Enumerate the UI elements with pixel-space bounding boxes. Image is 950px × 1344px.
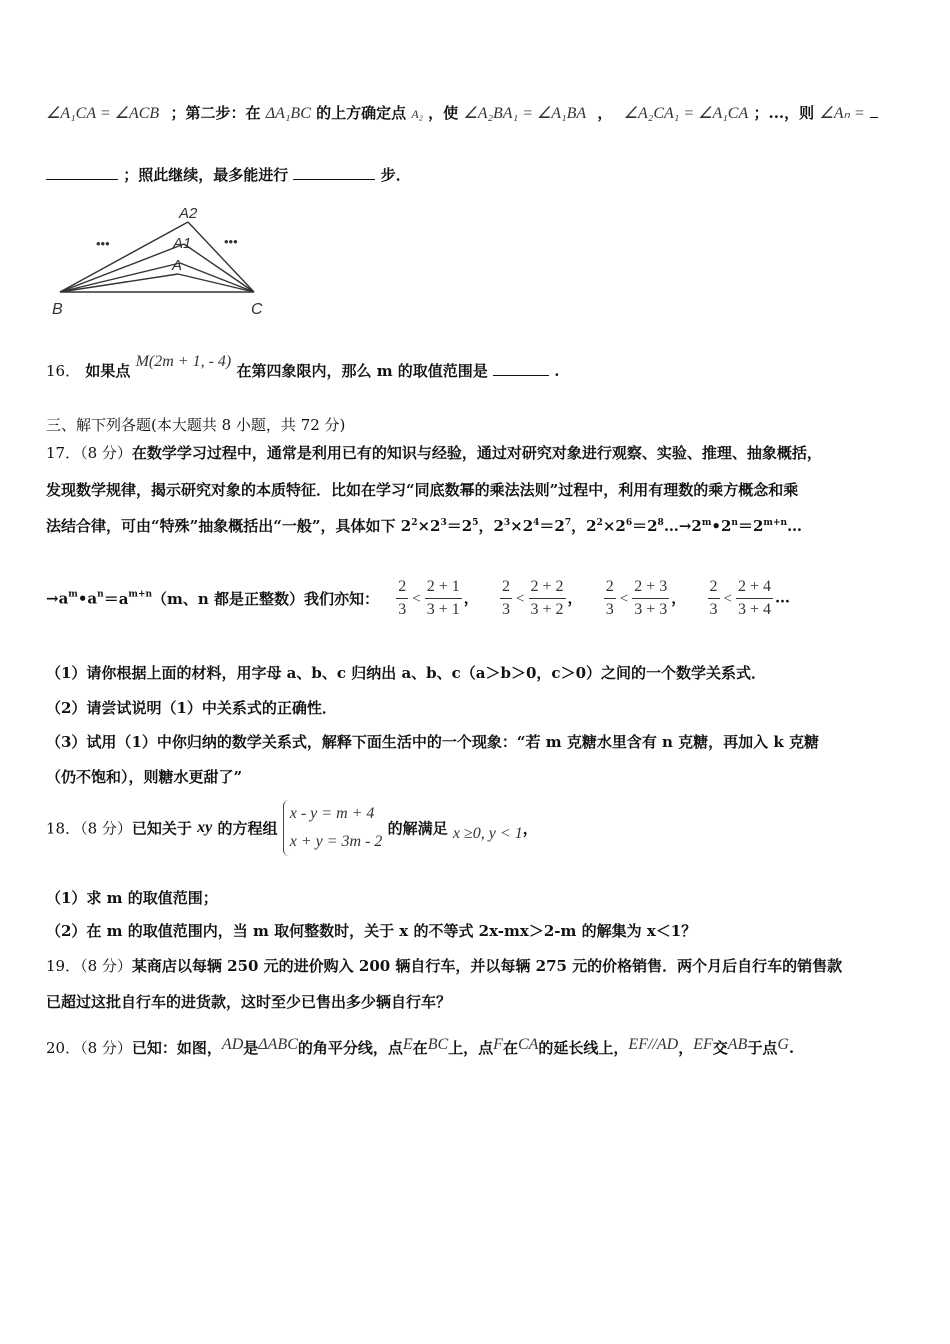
denominator: 3 + 3 [634,601,668,618]
denominator: 3 + 1 [426,601,460,618]
equation-system [283,800,383,856]
exponent: m [701,518,712,528]
denominator: 3 [398,601,407,618]
less-than: < [412,590,421,607]
separator: ， [567,588,583,607]
exponent: 6 [625,518,633,528]
text: 在第四象限内，那么 m 的取值范围是 [236,362,488,380]
text: （m、n 都是正整数）我们亦知： [152,590,380,608]
text: 交 [712,1039,728,1057]
text: 的延长线上， [538,1039,629,1057]
question-score: （8 分） [80,957,132,975]
q17-line2 [46,479,798,500]
q17-sub2: （2）请尝试说明（1）中关系式的正确性． [46,699,337,717]
text: ；第二步：在 [170,104,261,122]
point-expression: M(2m + 1, - 4) [135,353,232,370]
text: ×2 [417,517,441,535]
text: . [554,362,560,380]
point: G [777,1036,789,1053]
equation-1: x - y = m + 4 [289,805,375,822]
text: ×2 [510,517,534,535]
text: 在数学学习过程中，通常是利用已有的知识与经验，通过对研究对象进行观察、实验、推理、抽象概括， [131,444,822,462]
label-b: B [52,301,63,318]
answer-blank [870,103,878,118]
q19-line2: 已超过这批自行车的进货款，这时至少已售出多少辆自行车？ [46,993,452,1011]
less-than: < [723,590,732,607]
point-label: A₂ [411,107,423,121]
q15-line1 [46,102,878,123]
answer-blank [46,165,118,180]
variables: xy [197,819,213,836]
question-number: 17． [46,444,81,462]
triangle-figure [48,200,278,325]
text: … [786,517,802,535]
numerator: 2 + 1 [425,576,462,599]
label-a: A [172,257,183,274]
text: ＝2 [632,517,658,535]
exponent: m+n [128,589,153,600]
separator: ， [463,588,479,607]
text: ；照此继续，最多能进行 [123,166,289,184]
q17-line1 [46,442,822,463]
fraction [632,576,669,621]
question-score: （8 分） [80,444,132,462]
text: ＝a [103,590,129,608]
less-than: < [619,590,629,607]
q17-sub3-line2: （仍不饱和），则糖水更甜了” [46,768,243,786]
q15-line2 [46,164,411,185]
text: ＝2 [737,517,764,535]
text: 发现数学规律，揭示研究对象的本质特征．比如在学习“同底数幂的乘法法则”过程中，利用有理数的乘方概念和乘 [46,481,799,499]
segment: BC [427,1036,449,1053]
question-number: 18． [46,819,81,838]
exponent: n [97,589,104,600]
fraction [396,576,408,621]
denominator: 3 + 4 [738,601,772,618]
triangle: ΔABC [258,1036,298,1053]
text: 某商店以每辆 250 元的进价购入 200 辆自行车，并以每辆 275 元的价格销售．两个月后自行车的销售款 [131,957,843,975]
text: 已知：如图， [131,1039,222,1057]
segment: AB [727,1036,748,1053]
numerator: 2 + 4 [736,576,773,599]
q17-line3 [46,515,802,536]
separator: ， [671,588,687,607]
exponent: m [68,589,78,600]
question-number: 16． [46,362,81,380]
answer-blank [493,361,549,376]
point: F [493,1036,503,1053]
triangle-expression: ΔA₁BC [265,105,311,122]
text: …→2 [663,517,702,535]
dots-right: ••• [224,234,238,249]
text: ， [522,819,538,838]
text: ，使 [428,104,459,122]
exponent: 5 [472,518,479,528]
text: →a [46,589,69,608]
exponent: 7 [564,518,572,528]
label-a2: A2 [179,205,198,222]
text: 在 [502,1039,518,1057]
text: 在 [412,1039,428,1057]
exponent: n [731,518,738,528]
ellipsis: … [775,588,791,607]
segment: CA [517,1036,539,1053]
point: E [402,1036,413,1053]
text: 已知关于 [131,819,192,838]
text: 如果点 [85,362,131,380]
question-score: （8 分） [80,819,132,838]
q18-sub2: （2）在 m 的取值范围内，当 m 取何整数时，关于 x 的不等式 2x-mx＞2-m 的解集为 x＜1？ [46,922,697,940]
fraction [604,576,616,621]
denominator: 3 + 2 [530,601,564,618]
exponent: m+n [763,518,787,528]
angle-expression: ∠A₂CA₁ = ∠A₁CA [623,105,749,122]
segment: EF [693,1036,713,1053]
fraction [736,576,773,621]
text: 的方程组 [217,819,278,838]
fraction-inequality-list [394,576,790,621]
angle-expression: ∠A₁CA = ∠ACB [46,105,160,122]
question-number: 19． [46,957,81,975]
label-a1: A1 [173,235,192,252]
parallel-relation: EF//AD [628,1036,679,1053]
question-score: （8 分） [80,1039,132,1057]
text: ×2 [602,517,626,535]
numerator: 2 + 3 [632,576,669,599]
q18 [46,800,538,856]
q17-sub1: （1）请你根据上面的材料，用字母 a、b、c 归纳出 a、b、c（a＞b＞0，c＞0）之间的一个数学关系式． [46,664,767,682]
text: ， [597,104,613,122]
text: . [788,1039,795,1057]
text: 步． [380,166,411,184]
text: ，2 [478,517,504,535]
q18-sub1: （1）求 m 的取值范围； [46,889,218,907]
q16 [46,353,560,381]
text: 上，点 [448,1039,494,1057]
q19-line1 [46,955,842,976]
exponent: 8 [657,518,664,528]
q20 [46,1037,794,1058]
fraction [500,576,512,621]
denominator: 3 [605,601,614,618]
text: •a [77,589,98,608]
segment: AD [221,1036,244,1053]
numerator: 2 [708,576,720,599]
text: •2 [711,517,732,535]
answer-blank [293,165,375,180]
numerator: 2 [396,576,408,599]
text: ，2 [571,517,597,535]
exponent: 3 [503,518,511,528]
exponent: 2 [411,518,418,528]
text: 的角平分线，点 [297,1039,403,1057]
text: 法结合律，可由“特殊”抽象概括出“一般”，具体如下 2 [46,517,412,535]
condition: x ≥0, y < 1 [452,825,523,842]
equation-2: x + y = 3m - 2 [289,833,383,850]
text: ＝2 [446,517,473,535]
text: 的上方确定点 [316,104,407,122]
label-c: C [251,301,263,318]
text: 的解满足 [387,819,448,838]
question-number: 20． [46,1039,81,1057]
denominator: 3 [709,601,718,618]
q17-sub3-line1: （3）试用（1）中你归纳的数学关系式，解释下面生活中的一个现象：“若 m 克糖水里含有 n 克糖，再加入 k 克糖 [46,733,820,751]
text: 是 [243,1039,259,1057]
fraction [529,576,566,621]
dots-left: ••• [96,236,110,251]
fraction [708,576,720,621]
text: 于点 [747,1039,778,1057]
q17-line4 [46,576,790,621]
angle-expression: ∠A₂BA₁ = ∠A₁BA [463,105,587,122]
numerator: 2 [604,576,616,599]
numerator: 2 + 2 [529,576,566,599]
section-title: 三、解下列各题(本大题共 8 小题，共 72 分) [46,416,346,434]
denominator: 3 [502,601,511,618]
fraction [425,576,462,621]
angle-expression: ∠Aₙ = [819,105,865,122]
text: ；...，则 [753,104,815,122]
exponent: 3 [440,518,447,528]
exponent: 2 [596,518,603,528]
text: ， [678,1039,694,1057]
text: ＝2 [539,517,565,535]
exponent: 4 [533,518,540,528]
less-than: < [516,590,525,607]
numerator: 2 [500,576,512,599]
